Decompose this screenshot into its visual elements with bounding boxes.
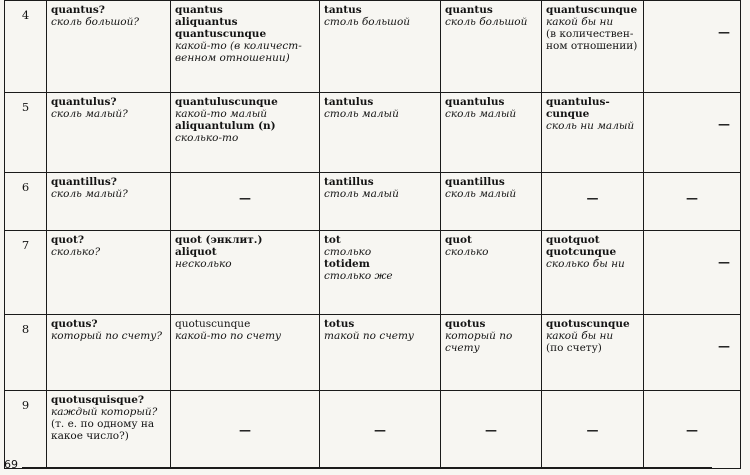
empty-dash: — [586,423,599,437]
empty-dash: — [718,339,730,353]
translation: столько [324,246,372,258]
last-cell [644,391,741,469]
indefinite-cell [171,391,320,469]
empty-dash: — [686,191,698,205]
indefinite-cell [171,231,320,315]
translation: сколько-то [175,132,239,144]
translation: столь малый [324,108,399,120]
translation: каждый который? [51,406,158,418]
row-number: 4 [5,1,47,93]
latin-word: quantillus [445,176,505,188]
table-row [5,231,741,315]
generalizing-cell [542,1,644,93]
translation: который по счету? [51,330,162,342]
translation: сколь малый? [51,188,128,200]
empty-dash: — [239,423,251,437]
latin-word: quot? [51,234,84,246]
translation: сколь малый? [51,108,128,120]
latin-word: tantus [324,4,362,16]
latin-word: tot [324,234,341,246]
translation: сколько [445,246,489,258]
latin-word: quantus [175,4,223,16]
translation: сколь большой? [51,16,140,28]
translation: сколь малый [445,108,517,120]
translation: какой бы ни [546,16,614,28]
page-footer-rule [22,467,712,468]
latin-word: quotcunque [546,246,617,258]
empty-dash: — [374,423,386,437]
latin-word: quantulus? [51,96,117,108]
demonstrative-cell [320,231,441,315]
translation: сколь малый [445,188,517,200]
latin-word: quotuscunque [175,318,251,330]
demonstrative-cell [320,391,441,469]
generalizing-cell [542,391,644,469]
interrogative-cell [47,315,171,391]
latin-word: aliquot [175,246,217,258]
latin-word: totus [324,318,355,330]
latin-word: aliquantulum (n) [175,120,276,132]
last-cell [644,231,741,315]
last-cell [644,173,741,231]
latin-word: quotus [445,318,486,330]
demonstrative-cell [320,315,441,391]
latin-word: tantulus [324,96,374,108]
latin-word: quantuluscunque [175,96,278,108]
generalizing-cell [542,315,644,391]
translation: столь большой [324,16,411,28]
indefinite-cell [171,315,320,391]
row-number: 6 [5,173,47,231]
latin-word: quantillus? [51,176,117,188]
empty-dash: — [239,191,251,205]
translation: который по счету [445,330,513,354]
translation: какой-то малый [175,108,268,120]
relative-cell [441,231,542,315]
latin-word: quantulus- [546,96,610,108]
latin-word: tantillus [324,176,374,188]
indefinite-cell [171,1,320,93]
interrogative-cell [47,391,171,469]
indefinite-cell [171,173,320,231]
latin-word: quotuscunque [546,318,630,330]
interrogative-cell [47,1,171,93]
latin-word: quantuscunque [546,4,638,16]
latin-word: quantuscunque [175,28,267,40]
row-number: 5 [5,93,47,173]
demonstrative-cell [320,1,441,93]
interrogative-cell [47,93,171,173]
interrogative-cell [47,173,171,231]
translation: какой бы ни [546,330,614,342]
generalizing-cell [542,173,644,231]
table-row [5,93,741,173]
translation: сколько? [51,246,101,258]
latin-word: quot [445,234,472,246]
translation: столь малый [324,188,399,200]
latin-word: totidem [324,258,370,270]
note: (т. е. по одному на какое число?) [51,418,155,442]
table-row [5,1,741,93]
translation: сколь большой [445,16,528,28]
page-number: 69 [4,458,18,471]
interrogative-cell [47,231,171,315]
generalizing-cell [542,231,644,315]
indefinite-cell [171,93,320,173]
translation: какой-то по счету [175,330,282,342]
relative-cell [441,315,542,391]
demonstrative-cell [320,93,441,173]
row-number: 7 [5,231,47,315]
relative-cell [441,93,542,173]
relative-cell [441,391,542,469]
relative-cell [441,173,542,231]
translation: столько же [324,270,393,282]
empty-dash: — [586,191,599,205]
latin-word: quantus? [51,4,105,16]
empty-dash: — [718,117,730,131]
latin-word: quotus? [51,318,98,330]
latin-word: quantus [445,4,493,16]
correlative-pronouns-table [4,0,741,469]
empty-dash: — [485,423,497,437]
last-cell [644,315,741,391]
translation: сколько бы ни [546,258,625,270]
generalizing-cell [542,93,644,173]
empty-dash: — [718,255,730,269]
table-row [5,391,741,469]
relative-cell [441,1,542,93]
demonstrative-cell [320,173,441,231]
translation: несколько [175,258,232,270]
last-cell [644,93,741,173]
note: (в количествен-ном отношении) [546,28,638,52]
table-row [5,173,741,231]
empty-dash: — [686,423,698,437]
translation: такой по счету [324,330,415,342]
translation: какой-то (в количест-венном отношении) [175,40,302,64]
row-number: 8 [5,315,47,391]
latin-word: quotusquisque? [51,394,145,406]
last-cell [644,1,741,93]
latin-word: quotquot [546,234,600,246]
empty-dash: — [718,25,730,39]
row-number: 9 [5,391,47,469]
latin-word: quot (энклит.) [175,234,263,246]
note: (по счету) [546,342,602,354]
table-row [5,315,741,391]
latin-word: cunque [546,108,590,120]
latin-word: quantulus [445,96,505,108]
latin-word: aliquantus [175,16,238,28]
translation: сколь ни малый [546,120,635,132]
